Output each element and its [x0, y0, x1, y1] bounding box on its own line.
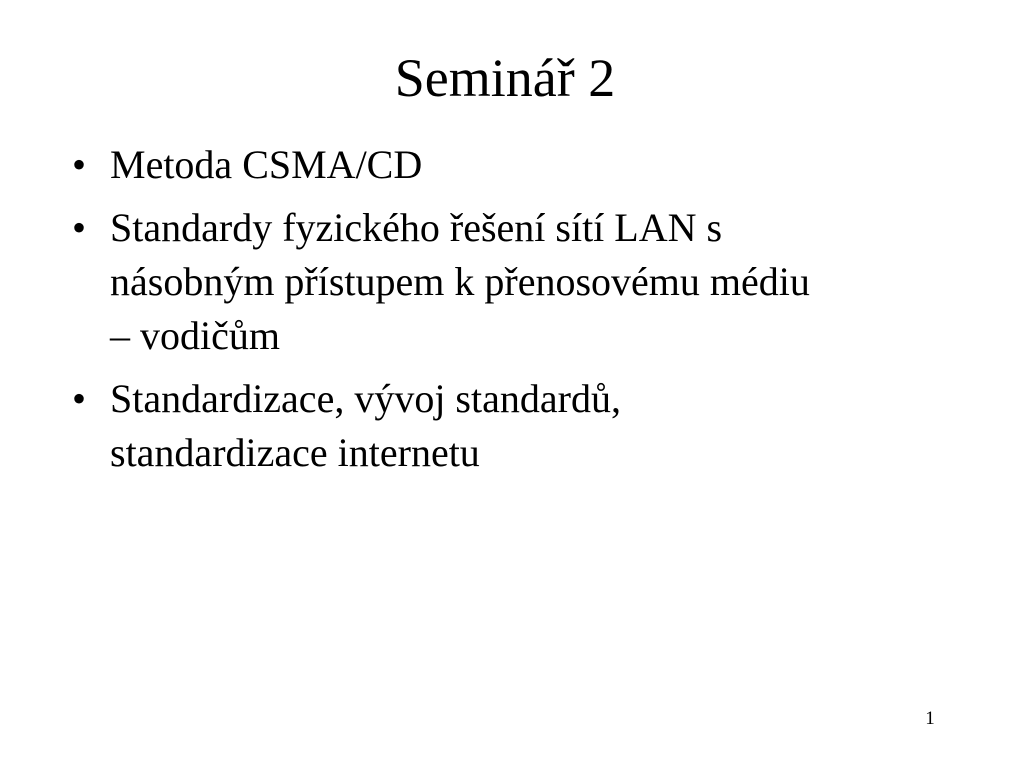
bullet-item	[72, 138, 952, 192]
bullet-text: standardizace internetu	[110, 430, 480, 475]
bullet-list	[72, 138, 952, 489]
page-number: 1	[925, 708, 935, 729]
bullet-text: Standardizace, vývoj standardů,	[110, 376, 621, 421]
bullet-item	[72, 372, 952, 480]
bullet-icon: •	[72, 376, 87, 421]
bullet-text: Standardy fyzického řešení sítí LAN s	[110, 205, 723, 250]
bullet-item	[72, 201, 952, 363]
bullet-icon: •	[72, 205, 87, 250]
slide-title: Seminář 2	[394, 48, 616, 108]
bullet-text: Metoda CSMA/CD	[110, 142, 423, 187]
bullet-text: násobným přístupem k přenosovému médiu	[110, 259, 810, 304]
bullet-icon: •	[72, 142, 87, 187]
bullet-text: – vodičům	[110, 313, 280, 358]
